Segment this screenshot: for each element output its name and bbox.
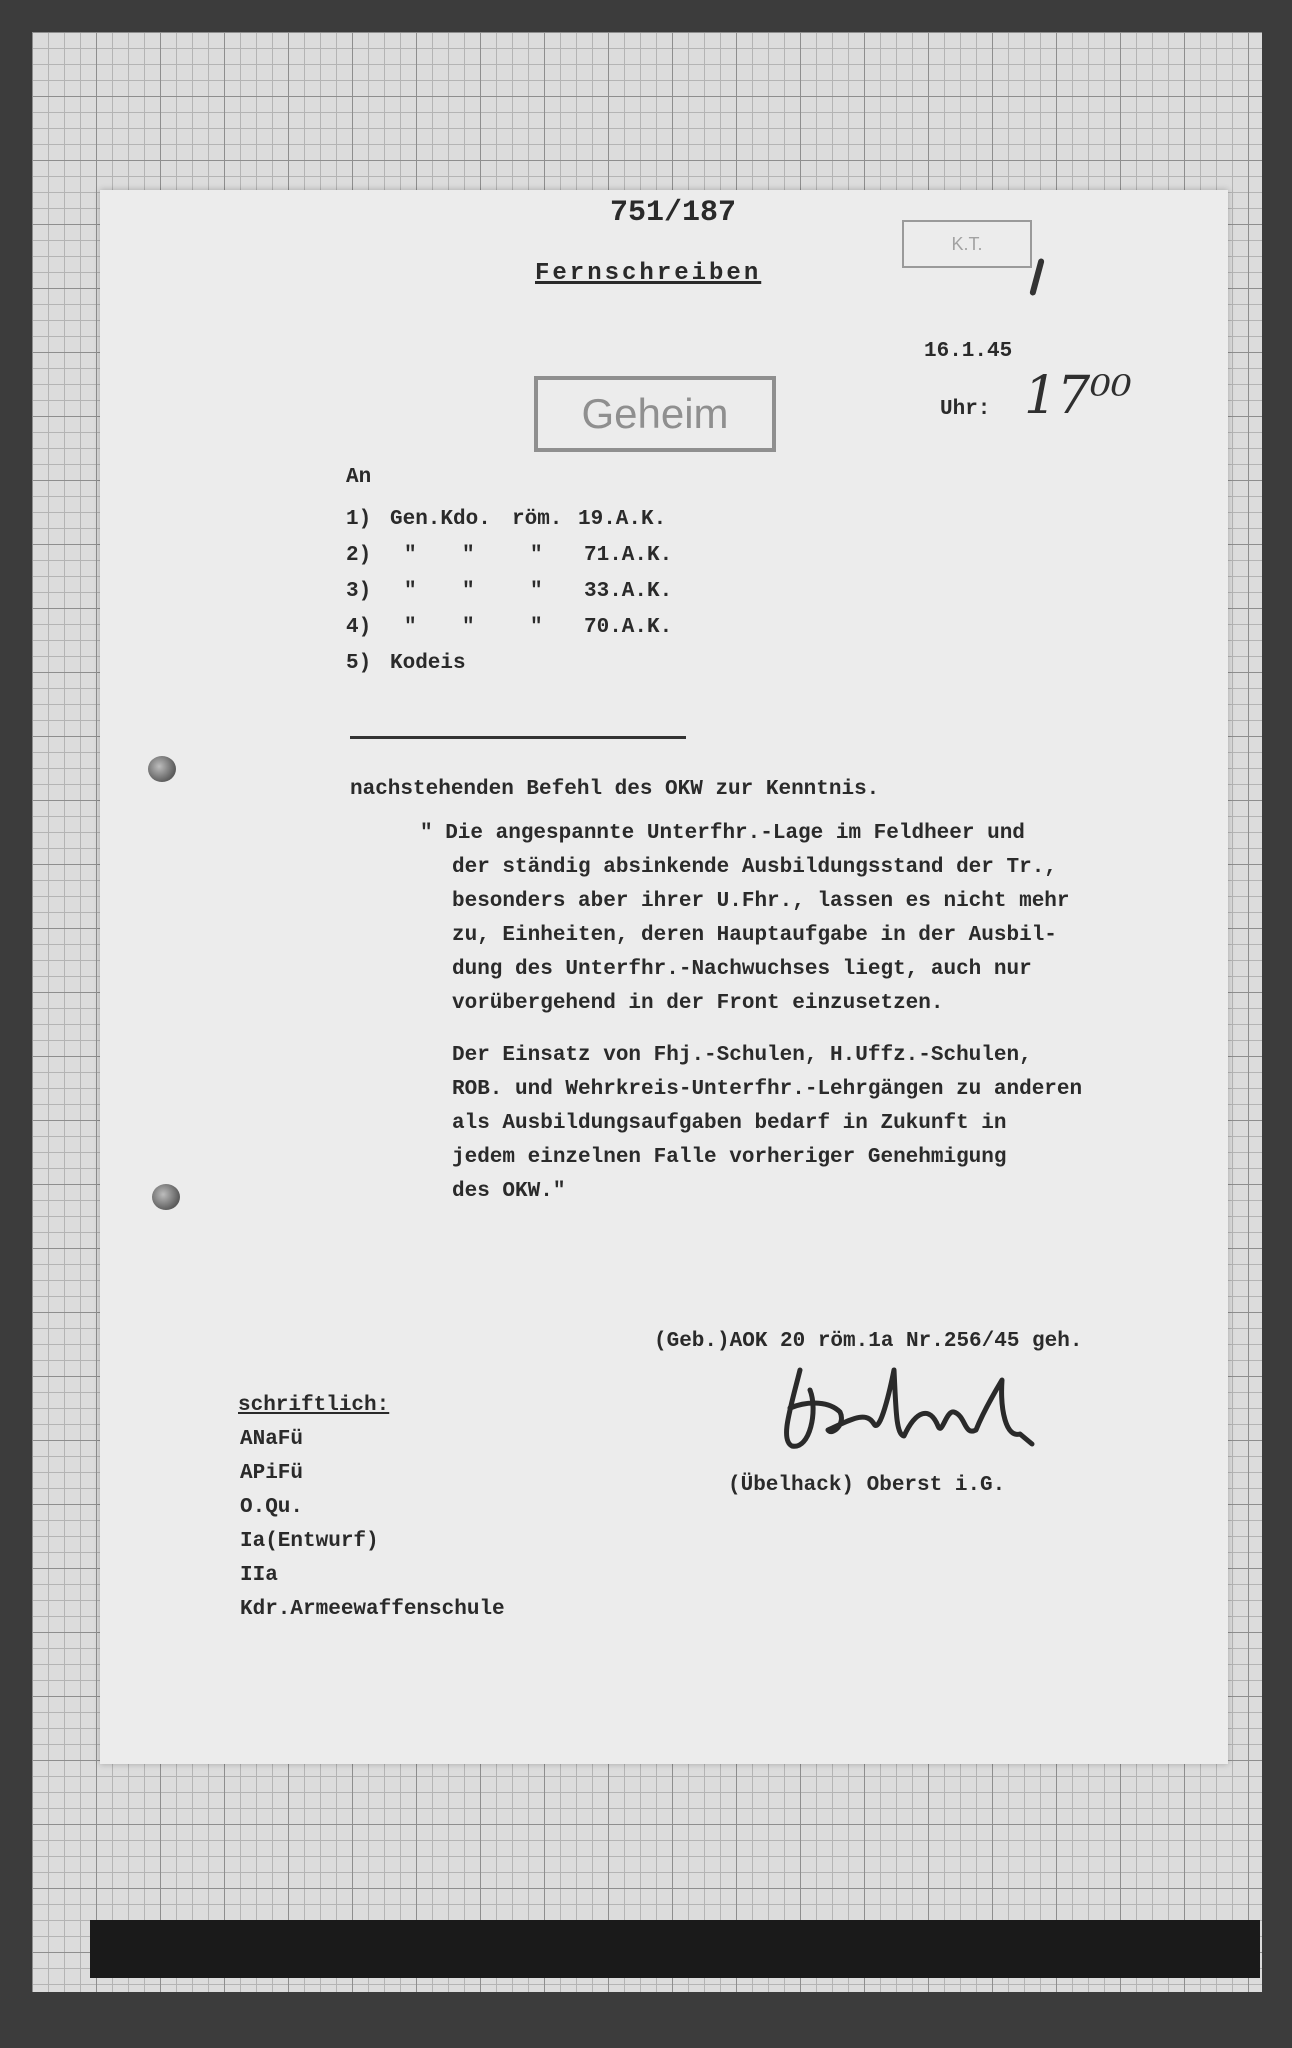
recipient-org: ": [404, 616, 417, 639]
distribution-item: IIa: [240, 1564, 278, 1587]
intro-line: nachstehenden Befehl des OKW zur Kenntnis.: [350, 778, 880, 801]
body-line: " Die angespannte Unterfhr.-Lage im Feldheer und: [420, 822, 1025, 845]
dark-strip: [90, 1920, 1260, 1978]
recipient-org: Kodeis: [390, 652, 466, 675]
kt-stamp: K.T.: [902, 220, 1032, 268]
body-line: des OKW.": [452, 1180, 566, 1203]
recipient-unit: 70.A.K.: [584, 616, 673, 639]
recipient-num: 3): [346, 580, 372, 603]
time-label: Uhr:: [940, 398, 991, 421]
body-line: zu, Einheiten, deren Hauptaufgabe in der Ausbil-: [452, 924, 1057, 947]
body-line: Der Einsatz von Fhj.-Schulen, H.Uffz.-Schulen,: [452, 1044, 1032, 1067]
document-type: Fernschreiben: [535, 260, 762, 287]
recipient-org: ": [404, 544, 417, 567]
recipient-unit: 19.A.K.: [578, 508, 667, 531]
reference-number: (Geb.)AOK 20 röm.1a Nr.256/45 geh.: [654, 1330, 1083, 1353]
handwritten-signature: [770, 1350, 1050, 1460]
body-line: dung des Unterfhr.-Nachwuchses liegt, auch nur: [452, 958, 1032, 981]
punch-hole-top: [148, 756, 176, 782]
recipient-ditto: ": [462, 616, 475, 639]
classification-stamp: Geheim: [534, 376, 776, 452]
distribution-item: APiFü: [240, 1462, 304, 1485]
body-line: der ständig absinkende Ausbildungsstand der Tr.,: [452, 856, 1057, 879]
document-date: 16.1.45: [924, 340, 1013, 363]
distribution-item: O.Qu.: [240, 1496, 304, 1519]
handwritten-time: 17⁰⁰: [1024, 366, 1132, 426]
recipient-ditto: ": [462, 580, 475, 603]
document-number: 751/187: [610, 196, 737, 230]
recipient-org: ": [404, 580, 417, 603]
recipient-num: 2): [346, 544, 372, 567]
distribution-item: Kdr.Armeewaffenschule: [240, 1598, 505, 1621]
body-line: jedem einzelnen Falle vorheriger Genehmigung: [452, 1146, 1007, 1169]
recipient-ditto: ": [530, 544, 543, 567]
separator-line: [350, 736, 686, 739]
signatory: (Übelhack) Oberst i.G.: [728, 1474, 1006, 1497]
body-line: ROB. und Wehrkreis-Unterfhr.-Lehrgängen zu anderen: [452, 1078, 1083, 1101]
recipient-num: 4): [346, 616, 372, 639]
recipient-unit: 33.A.K.: [584, 580, 673, 603]
recipient-sub: röm.: [512, 508, 563, 531]
body-line: als Ausbildungsaufgaben bedarf in Zukunft in: [452, 1112, 1007, 1135]
recipient-unit: 71.A.K.: [584, 544, 673, 567]
body-line: vorübergehend in der Front einzusetzen.: [452, 992, 944, 1015]
recipient-org: Gen.Kdo.: [390, 508, 491, 531]
recipient-num: 1): [346, 508, 372, 531]
recipients-heading: An: [346, 466, 372, 489]
distribution-item: ANaFü: [240, 1428, 304, 1451]
distribution-item: Ia(Entwurf): [240, 1530, 379, 1553]
distribution-heading: schriftlich:: [238, 1394, 390, 1417]
recipient-ditto: ": [462, 544, 475, 567]
recipient-num: 5): [346, 652, 372, 675]
body-line: besonders aber ihrer U.Fhr., lassen es nicht mehr: [452, 890, 1070, 913]
recipient-ditto: ": [530, 580, 543, 603]
recipient-ditto: ": [530, 616, 543, 639]
punch-hole-bottom: [152, 1184, 180, 1210]
